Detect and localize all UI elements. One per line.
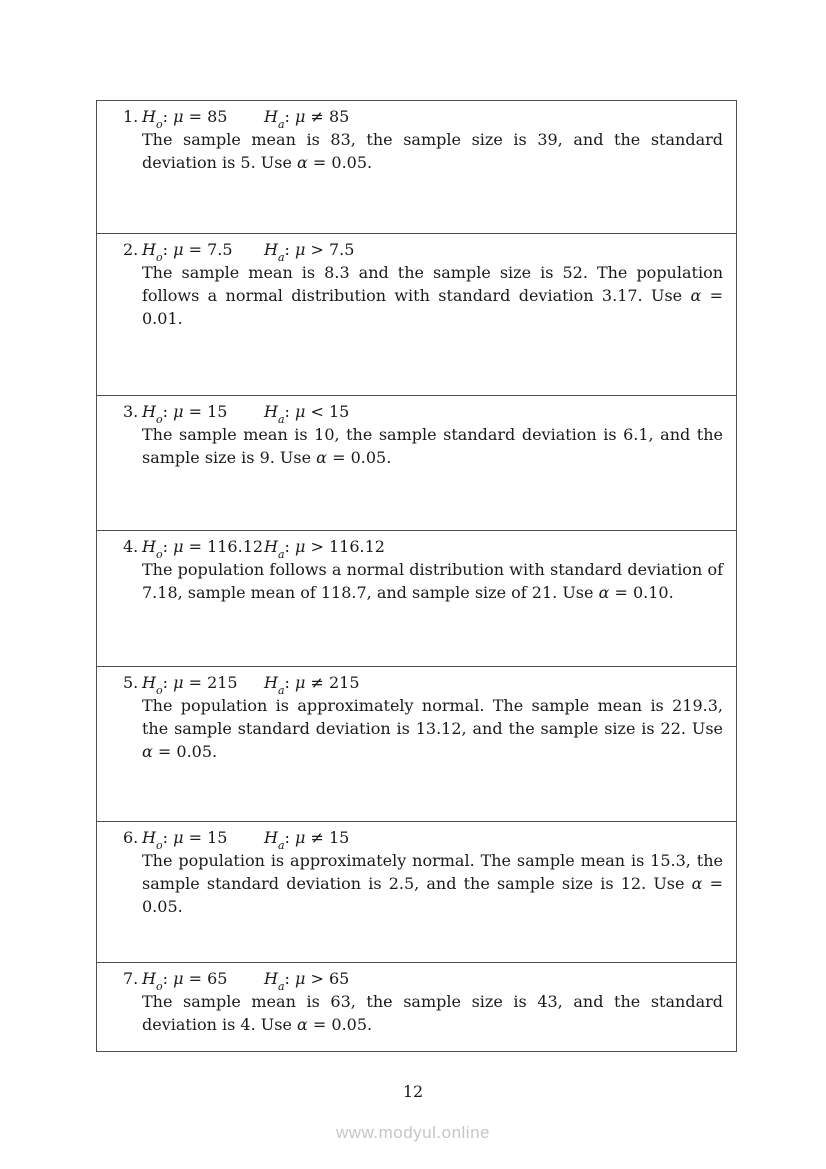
problem-content — [142, 105, 723, 174]
operator: = — [188, 402, 202, 421]
separator: : — [284, 673, 290, 692]
operator: < — [310, 402, 324, 421]
value: 85 — [207, 107, 228, 126]
mu-symbol: μ — [295, 240, 306, 259]
h-subscript: a — [277, 413, 285, 427]
separator: : — [162, 673, 168, 692]
operator: > — [310, 969, 324, 988]
problem-number: 5. — [123, 673, 139, 692]
problem-number: 3. — [123, 402, 139, 421]
problem-content — [142, 238, 723, 330]
problem-content — [142, 671, 723, 763]
alt-hypothesis — [264, 240, 355, 265]
h-symbol: H — [142, 537, 156, 556]
value: 15 — [329, 828, 350, 847]
separator: : — [162, 828, 168, 847]
value: 85 — [329, 107, 350, 126]
problem-number: 7. — [123, 969, 139, 988]
separator: : — [284, 969, 290, 988]
value: 15 — [207, 402, 228, 421]
hypothesis-line — [142, 400, 723, 427]
operator: > — [310, 240, 324, 259]
problem-number: 2. — [123, 240, 139, 259]
operator: = — [188, 673, 202, 692]
h-symbol: H — [142, 107, 156, 126]
null-hypothesis — [142, 400, 264, 427]
value: 215 — [329, 673, 360, 692]
table-row — [97, 531, 736, 667]
mu-symbol: μ — [295, 402, 306, 421]
mu-symbol: μ — [173, 673, 184, 692]
separator: : — [162, 402, 168, 421]
h-subscript: o — [155, 118, 163, 132]
problem-text: The sample mean is 63, the sample size is 43, and the standard deviation is 4. Use α = 0.05. — [142, 992, 723, 1034]
problem-number: 1. — [123, 107, 139, 126]
operator: > — [310, 537, 324, 556]
watermark: www.modyul.online — [335, 1123, 490, 1142]
h-subscript: o — [155, 684, 163, 698]
hypothesis-line — [142, 826, 723, 853]
alt-hypothesis — [264, 402, 350, 427]
separator: : — [284, 537, 290, 556]
operator: = — [188, 828, 202, 847]
mu-symbol: μ — [173, 240, 184, 259]
h-subscript: a — [277, 251, 285, 265]
null-hypothesis — [142, 535, 264, 562]
problem-number: 6. — [123, 828, 139, 847]
value: 15 — [329, 402, 350, 421]
h-symbol: H — [264, 240, 278, 259]
mu-symbol: μ — [173, 537, 184, 556]
value: 65 — [329, 969, 350, 988]
operator: ≠ — [310, 828, 324, 847]
h-subscript: o — [155, 413, 163, 427]
h-symbol: H — [264, 402, 278, 421]
mu-symbol: μ — [295, 537, 306, 556]
h-symbol: H — [142, 969, 156, 988]
h-symbol: H — [142, 828, 156, 847]
separator: : — [284, 402, 290, 421]
value: 65 — [207, 969, 228, 988]
table-row — [97, 963, 736, 1051]
hypothesis-line — [142, 671, 723, 698]
problem-text: The population is approximately normal. The sample mean is 219.3, the sample standard deviation is 13.12, and the sample size is 22. Use α = 0.05. — [142, 696, 723, 761]
problem-content — [142, 535, 723, 604]
null-hypothesis — [142, 105, 264, 132]
operator: = — [188, 537, 202, 556]
problem-text: The sample mean is 8.3 and the sample size is 52. The population follows a normal distribution with standard deviation 3.17. Use α = 0.01. — [142, 263, 723, 328]
page-number: 12 — [402, 1082, 424, 1101]
separator: : — [162, 537, 168, 556]
table-row — [97, 234, 736, 396]
h-symbol: H — [142, 402, 156, 421]
h-subscript: a — [277, 839, 285, 853]
h-subscript: a — [277, 118, 285, 132]
mu-symbol: μ — [173, 402, 184, 421]
operator: = — [188, 107, 202, 126]
h-subscript: a — [277, 684, 285, 698]
operator: = — [188, 969, 202, 988]
mu-symbol: μ — [295, 969, 306, 988]
mu-symbol: μ — [173, 828, 184, 847]
null-hypothesis — [142, 967, 264, 994]
hypothesis-line — [142, 535, 723, 562]
value: 116.12 — [329, 537, 385, 556]
problem-content — [142, 967, 723, 1036]
table-row — [97, 822, 736, 963]
h-subscript: a — [277, 548, 285, 562]
problem-text: The population is approximately normal. The sample mean is 15.3, the sample standard deviation is 2.5, and the sample size is 12. Use α = 0.05. — [142, 851, 724, 916]
h-subscript: o — [155, 980, 163, 994]
problem-content — [142, 400, 723, 469]
operator: = — [188, 240, 202, 259]
h-symbol: H — [264, 969, 278, 988]
h-symbol: H — [142, 240, 156, 259]
h-symbol: H — [264, 107, 278, 126]
null-hypothesis — [142, 826, 264, 853]
alt-hypothesis — [264, 107, 350, 132]
hypothesis-line — [142, 105, 723, 132]
value: 215 — [207, 673, 238, 692]
value: 15 — [207, 828, 228, 847]
operator: ≠ — [310, 107, 324, 126]
value: 116.12 — [207, 537, 264, 556]
alt-hypothesis — [264, 828, 350, 853]
operator: ≠ — [310, 673, 324, 692]
table-row — [97, 667, 736, 822]
separator: : — [162, 240, 168, 259]
problem-text: The sample mean is 10, the sample standard deviation is 6.1, and the sample size is 9. Use α = 0.05. — [142, 425, 723, 467]
separator: : — [284, 240, 290, 259]
problems-table — [96, 100, 737, 1052]
alt-hypothesis — [264, 537, 385, 562]
h-subscript: o — [155, 251, 163, 265]
h-subscript: o — [155, 548, 163, 562]
h-subscript: a — [277, 980, 285, 994]
h-symbol: H — [264, 673, 278, 692]
problem-number: 4. — [123, 537, 139, 556]
hypothesis-line — [142, 967, 723, 994]
mu-symbol: μ — [173, 969, 184, 988]
problem-text: The sample mean is 83, the sample size is 39, and the standard deviation is 5. Use α = 0.05. — [142, 130, 723, 172]
h-symbol: H — [142, 673, 156, 692]
h-symbol: H — [264, 537, 278, 556]
problem-text: The population follows a normal distribution with standard deviation of 7.18, sample mean of 118.7, and sample size of 21. Use α = 0.10. — [142, 560, 723, 602]
alt-hypothesis — [264, 969, 350, 994]
mu-symbol: μ — [295, 828, 306, 847]
problem-content — [142, 826, 723, 918]
value: 7.5 — [207, 240, 233, 259]
null-hypothesis — [142, 671, 264, 698]
alt-hypothesis — [264, 673, 360, 698]
table-row — [97, 101, 736, 234]
mu-symbol: μ — [173, 107, 184, 126]
mu-symbol: μ — [295, 673, 306, 692]
hypothesis-line — [142, 238, 723, 265]
value: 7.5 — [329, 240, 355, 259]
separator: : — [284, 828, 290, 847]
h-symbol: H — [264, 828, 278, 847]
table-row — [97, 396, 736, 531]
separator: : — [284, 107, 290, 126]
h-subscript: o — [155, 839, 163, 853]
separator: : — [162, 107, 168, 126]
null-hypothesis — [142, 238, 264, 265]
separator: : — [162, 969, 168, 988]
mu-symbol: μ — [295, 107, 306, 126]
